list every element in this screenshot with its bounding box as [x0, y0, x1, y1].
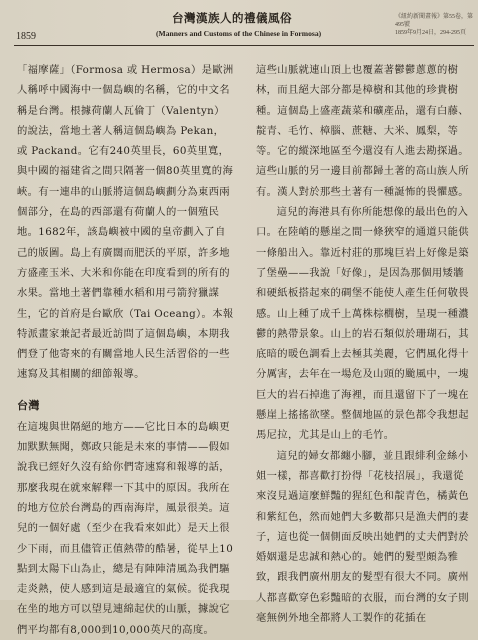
source-citation-line2: 1859年9月24日，294-295頁	[395, 30, 466, 36]
body-paragraph: 這兒的婦女都纏小腳，並且跟緋利金絲小姐一樣，都喜歡打扮得「花枝招展」，我還從來沒見過這麼鮮豔的猩紅色和靛青色，橘黃色和紫紅色，然而她們大多數都只是漁夫們的妻子，這也從一個側面反映出她們的丈夫們對於婚姻還是忠誠和熱心的。她們的髮型頗為雅致，跟我們廣州朋友的髮型有很大不同。廣州人都喜歡穿色彩豔暗的衣服，而台灣的女子則毫無例外地全都將人工製作的花插在	[256, 449, 469, 625]
right-column	[256, 60, 473, 628]
source-citation-line1: 《紐約新聞畫報》第55卷，第495號	[395, 14, 474, 28]
body-paragraph: 這兒的海港具有你所能想像的最出色的入口。在陸峭的懸崖之間一條狹窄的通道只能供一條船出入。靠近村莊的那塊巨岩上好像是築了堡壘——我說「好像」，是因為那個用矮牆和硬紙板搭起來的碉堡不能使人產生任何敬畏感。山上種了成千上萬株棕櫚樹，呈現一種濃鬱的熱帶景象。山上的岩石類似於珊瑚石，其底暗的暖色調看上去極其美麗，它們風化得十分厲害，去年在一場危及山頭的颱風中，一塊巨大的岩石掉進了海裡，而且還留下了一塊在懸崖上搖搖欲墜。整個地區的景色都令我想起馬尼拉，尤其是山上的毛竹。	[256, 206, 469, 442]
article-title-zh: 台灣漢族人的禮儀風俗	[172, 11, 292, 25]
header-divider	[14, 45, 474, 46]
source-citation	[395, 13, 478, 37]
body-paragraph: 在這塊與世隔絕的地方——它比日本的島嶼更加默默無聞，鄭政只能是未來的事情——假如說我已經好久沒有給你們寄速寫和報導的話，那麼我現在就來解釋一下其中的原因。我所在的地方位於台灣島的西南海岸，風景很美。這兒的一個好處（至少在我看來如此）是天上很少下雨，而且儘管正值熱帶的酷暑，從早上10點到太陽下山為止，總是有陣陣清風為我們驅走炎熱，使人感到這是最適宜的氣候。從我現在坐的地方可以望見連綿起伏的山脈，據說它們平均都有8,000到10,000英尺的高度。	[17, 420, 234, 636]
left-column	[17, 60, 234, 640]
intro-paragraph: 「福摩薩」（Formosa 或 Hermosa）是歐洲人稱呼中國海中一個島嶼的名稱，它的中文名稱是台灣。根據荷蘭人瓦倫丁（Valentyn）的說法，當地土著人稱這個島嶼為 Pekan，或 Packand。它有240英里長，60英里寬，與中國的福建省之間只隔著一個80英里寬的海峽。有一連串的山脈將這個島嶼劃分為東西兩個部分，在島的西部還有荷蘭人的一個殖民地。1682年，該島嶼被中國的皇帝劃入了自己的版圖。島上有廣闊而肥沃的平原，許多地方盛產玉米、大米和你能在印度看到的所有的水果。當地土著們靠種水稻和用弓箭狩獵謀生，它的首府是台歐欣（Tai Oceang）。本報特派畫家兼記者最近訪問了這個島嶼，本期我們登了他寄來的有關當地人民生活習俗的一些速寫及其相關的細節報導。	[17, 64, 234, 381]
section-heading: 台灣	[17, 398, 40, 412]
article-title-en: (Manners and Customs of the Chinese in Formosa)	[156, 29, 322, 38]
body-paragraph: 這些山脈就連山頂上也覆蓋著鬱鬱蔥蔥的樹林，而且絕大部分都是樟樹和其他的珍貴樹種。這個島上盛產蔬菜和礦產品，還有白藤、靛青、毛竹、樟腦、蔗糖、大米、鳳梨，等等。它的縱深地區至今還沒有人進去勘探過。這些山脈的另一邊目前都歸土著的高山族人所有。漢人對於那些土著有一種誕怖的畏懼感。	[256, 64, 469, 198]
page-number: 1859	[16, 31, 36, 42]
